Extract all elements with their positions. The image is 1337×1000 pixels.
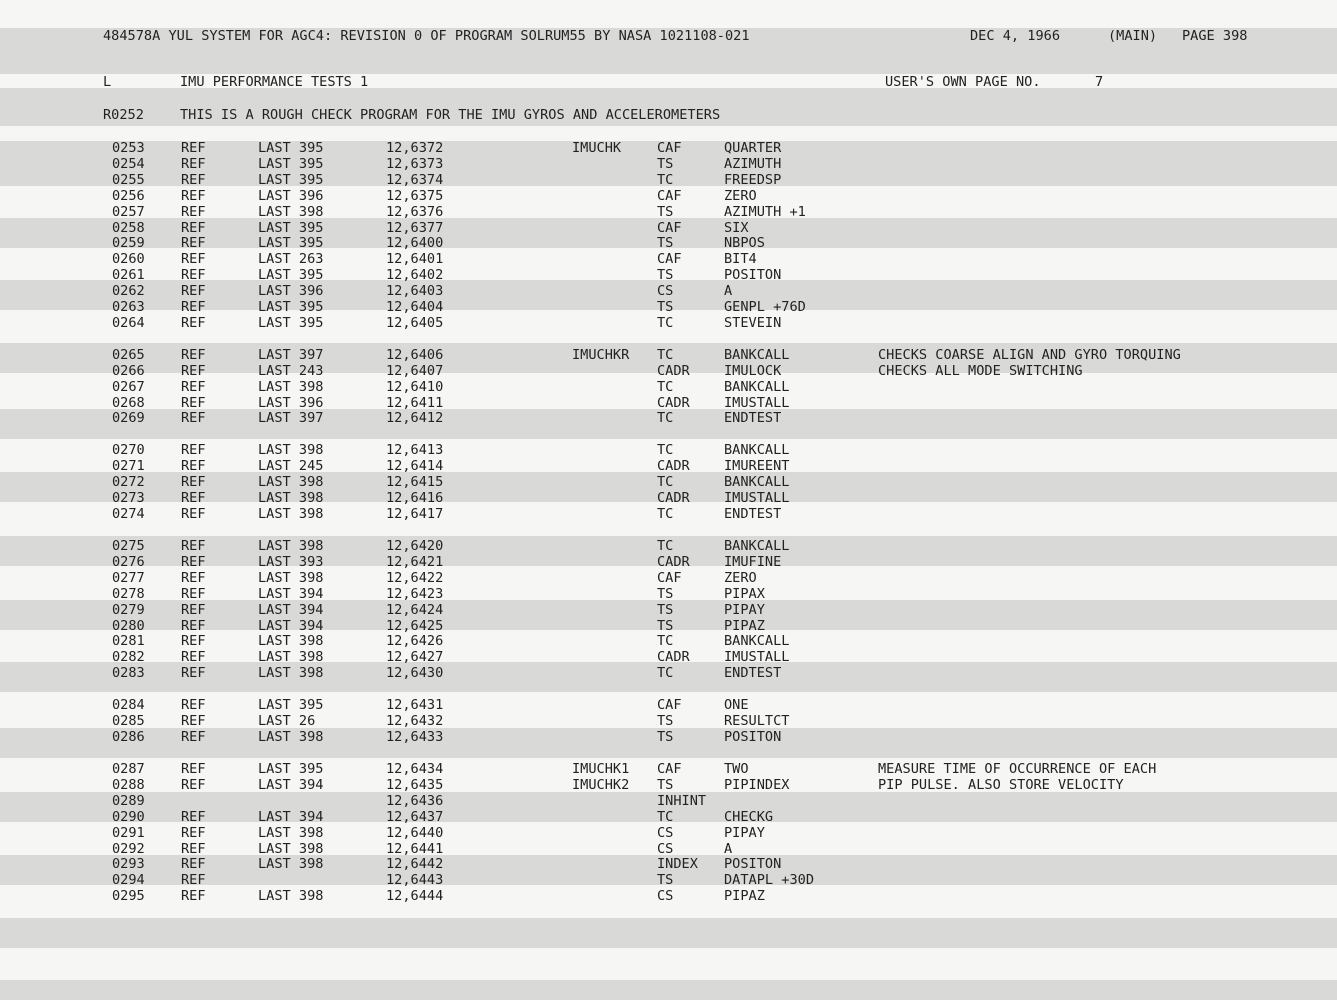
- operand: QUARTER: [724, 140, 782, 156]
- ref-tag: REF: [181, 856, 206, 872]
- last-ref: LAST 26: [258, 713, 316, 729]
- symbol-label: IMUCHK2: [572, 777, 630, 793]
- line-number: 0268: [112, 395, 145, 411]
- ref-tag: REF: [181, 267, 206, 283]
- ref-tag: REF: [181, 299, 206, 315]
- last-ref: LAST 397: [258, 347, 324, 363]
- opcode: CAF: [657, 761, 682, 777]
- operand: BANKCALL: [724, 442, 790, 458]
- last-ref: LAST 398: [258, 442, 324, 458]
- opcode: TC: [657, 379, 674, 395]
- opcode: TC: [657, 442, 674, 458]
- address: 12,6401: [386, 251, 444, 267]
- line-number: 0260: [112, 251, 145, 267]
- last-ref: LAST 398: [258, 506, 324, 522]
- operand: POSITON: [724, 267, 782, 283]
- line-number: 0264: [112, 315, 145, 331]
- last-ref: LAST 398: [258, 841, 324, 857]
- line-number: 0267: [112, 379, 145, 395]
- line-number: 0287: [112, 761, 145, 777]
- last-ref: LAST 394: [258, 602, 324, 618]
- remark: MEASURE TIME OF OCCURRENCE OF EACH: [878, 761, 1157, 777]
- opcode: INHINT: [657, 793, 707, 809]
- opcode: CS: [657, 888, 674, 904]
- opcode: CAF: [657, 570, 682, 586]
- comment-line: [0, 107, 721, 123]
- address: 12,6435: [386, 777, 444, 793]
- last-ref: LAST 398: [258, 729, 324, 745]
- last-ref: LAST 395: [258, 697, 324, 713]
- ref-tag: REF: [181, 442, 206, 458]
- opcode: TS: [657, 156, 674, 172]
- last-ref: LAST 395: [258, 299, 324, 315]
- line-number: 0281: [112, 633, 145, 649]
- address: 12,6411: [386, 395, 444, 411]
- last-ref: LAST 398: [258, 856, 324, 872]
- last-ref: LAST 395: [258, 267, 324, 283]
- last-ref: LAST 263: [258, 251, 324, 267]
- ref-tag: REF: [181, 872, 206, 888]
- opcode: TS: [657, 618, 674, 634]
- opcode: TC: [657, 633, 674, 649]
- operand: BANKCALL: [724, 633, 790, 649]
- opcode: CAF: [657, 251, 682, 267]
- ref-tag: REF: [181, 713, 206, 729]
- address: 12,6433: [386, 729, 444, 745]
- address: 12,6415: [386, 474, 444, 490]
- ref-tag: REF: [181, 140, 206, 156]
- line-number: 0266: [112, 363, 145, 379]
- operand: CHECKG: [724, 809, 774, 825]
- line-number: 0279: [112, 602, 145, 618]
- operand: DATAPL +30D: [724, 872, 815, 888]
- line-number: 0295: [112, 888, 145, 904]
- line-number: 0265: [112, 347, 145, 363]
- last-ref: LAST 394: [258, 618, 324, 634]
- operand: A: [724, 841, 733, 857]
- operand: BANKCALL: [724, 347, 790, 363]
- last-ref: LAST 395: [258, 761, 324, 777]
- opcode: TC: [657, 809, 674, 825]
- opcode: TS: [657, 602, 674, 618]
- operand: PIPAX: [724, 586, 765, 602]
- last-ref: LAST 394: [258, 777, 324, 793]
- opcode: CADR: [657, 490, 690, 506]
- line-number: 0271: [112, 458, 145, 474]
- opcode: TC: [657, 172, 674, 188]
- line-number: 0283: [112, 665, 145, 681]
- address: 12,6375: [386, 188, 444, 204]
- opcode: CS: [657, 825, 674, 841]
- ref-tag: REF: [181, 729, 206, 745]
- ref-tag: REF: [181, 506, 206, 522]
- address: 12,6432: [386, 713, 444, 729]
- last-ref: LAST 398: [258, 538, 324, 554]
- comment-id: R0252: [103, 107, 144, 123]
- operand: IMUSTALL: [724, 649, 790, 665]
- address: 12,6376: [386, 204, 444, 220]
- line-number: 0285: [112, 713, 145, 729]
- operand: AZIMUTH +1: [724, 204, 806, 220]
- address: 12,6416: [386, 490, 444, 506]
- address: 12,6434: [386, 761, 444, 777]
- address: 12,6427: [386, 649, 444, 665]
- line-number: 0262: [112, 283, 145, 299]
- last-ref: LAST 395: [258, 140, 324, 156]
- ref-tag: REF: [181, 204, 206, 220]
- opcode: TC: [657, 538, 674, 554]
- address: 12,6373: [386, 156, 444, 172]
- opcode: CADR: [657, 554, 690, 570]
- paper-band: [0, 980, 1337, 1000]
- last-ref: LAST 394: [258, 586, 324, 602]
- last-ref: LAST 395: [258, 172, 324, 188]
- opcode: CAF: [657, 188, 682, 204]
- header-page: PAGE 398: [1182, 28, 1248, 44]
- last-ref: LAST 398: [258, 888, 324, 904]
- operand: BANKCALL: [724, 474, 790, 490]
- ref-tag: REF: [181, 697, 206, 713]
- line-number: 0280: [112, 618, 145, 634]
- operand: ZERO: [724, 188, 757, 204]
- address: 12,6414: [386, 458, 444, 474]
- last-ref: LAST 395: [258, 156, 324, 172]
- line-number: 0253: [112, 140, 145, 156]
- last-ref: LAST 395: [258, 315, 324, 331]
- address: 12,6441: [386, 841, 444, 857]
- operand: PIPAZ: [724, 888, 765, 904]
- opcode: TS: [657, 204, 674, 220]
- ref-tag: REF: [181, 602, 206, 618]
- opcode: CAF: [657, 697, 682, 713]
- last-ref: LAST 395: [258, 220, 324, 236]
- operand: ENDTEST: [724, 506, 782, 522]
- operand: PIPINDEX: [724, 777, 790, 793]
- address: 12,6410: [386, 379, 444, 395]
- opcode: TC: [657, 474, 674, 490]
- opcode: TS: [657, 235, 674, 251]
- symbol-label: IMUCHK: [572, 140, 622, 156]
- line-number: 0273: [112, 490, 145, 506]
- operand: A: [724, 283, 733, 299]
- line-number: 0278: [112, 586, 145, 602]
- opcode: TS: [657, 586, 674, 602]
- remark: CHECKS COARSE ALIGN AND GYRO TORQUING: [878, 347, 1181, 363]
- header-section: (MAIN): [1108, 28, 1158, 44]
- operand: ENDTEST: [724, 665, 782, 681]
- log-section-l: L: [103, 74, 112, 90]
- operand: BIT4: [724, 251, 757, 267]
- operand: IMULOCK: [724, 363, 782, 379]
- opcode: CS: [657, 283, 674, 299]
- address: 12,6436: [386, 793, 444, 809]
- last-ref: LAST 396: [258, 395, 324, 411]
- operand: PIPAZ: [724, 618, 765, 634]
- last-ref: LAST 245: [258, 458, 324, 474]
- address: 12,6423: [386, 586, 444, 602]
- ref-tag: REF: [181, 841, 206, 857]
- last-ref: LAST 398: [258, 633, 324, 649]
- line-number: 0292: [112, 841, 145, 857]
- operand: NBPOS: [724, 235, 765, 251]
- ref-tag: REF: [181, 172, 206, 188]
- opcode: TS: [657, 872, 674, 888]
- last-ref: LAST 397: [258, 410, 324, 426]
- ref-tag: REF: [181, 363, 206, 379]
- address: 12,6444: [386, 888, 444, 904]
- line-number: 0258: [112, 220, 145, 236]
- opcode: TS: [657, 713, 674, 729]
- line-number: 0255: [112, 172, 145, 188]
- operand: FREEDSP: [724, 172, 782, 188]
- operand: POSITON: [724, 729, 782, 745]
- operand: BANKCALL: [724, 538, 790, 554]
- line-number: 0254: [112, 156, 145, 172]
- operand: PIPAY: [724, 602, 765, 618]
- last-ref: LAST 398: [258, 474, 324, 490]
- address: 12,6431: [386, 697, 444, 713]
- address: 12,6430: [386, 665, 444, 681]
- remark: CHECKS ALL MODE SWITCHING: [878, 363, 1083, 379]
- last-ref: LAST 393: [258, 554, 324, 570]
- ref-tag: REF: [181, 888, 206, 904]
- opcode: TS: [657, 299, 674, 315]
- header-title: 484578A YUL SYSTEM FOR AGC4: REVISION 0 OF PROGRAM SOLRUM55 BY NASA 1021108-021: [103, 28, 750, 44]
- address: 12,6426: [386, 633, 444, 649]
- operand: BANKCALL: [724, 379, 790, 395]
- address: 12,6425: [386, 618, 444, 634]
- line-number: 0293: [112, 856, 145, 872]
- last-ref: LAST 396: [258, 188, 324, 204]
- ref-tag: REF: [181, 538, 206, 554]
- operand: PIPAY: [724, 825, 765, 841]
- ref-tag: REF: [181, 474, 206, 490]
- address: 12,6440: [386, 825, 444, 841]
- ref-tag: REF: [181, 315, 206, 331]
- address: 12,6374: [386, 172, 444, 188]
- opcode: INDEX: [657, 856, 698, 872]
- operand: RESULTCT: [724, 713, 790, 729]
- last-ref: LAST 398: [258, 490, 324, 506]
- operand: TWO: [724, 761, 749, 777]
- ref-tag: REF: [181, 649, 206, 665]
- opcode: CADR: [657, 458, 690, 474]
- address: 12,6424: [386, 602, 444, 618]
- line-number: 0261: [112, 267, 145, 283]
- address: 12,6422: [386, 570, 444, 586]
- line-number: 0289: [112, 793, 145, 809]
- ref-tag: REF: [181, 283, 206, 299]
- ref-tag: REF: [181, 618, 206, 634]
- operand: SIX: [724, 220, 749, 236]
- operand: IMUREENT: [724, 458, 790, 474]
- line-number: 0277: [112, 570, 145, 586]
- last-ref: LAST 398: [258, 379, 324, 395]
- opcode: CADR: [657, 363, 690, 379]
- page-subheader: [0, 74, 1104, 90]
- line-number: 0275: [112, 538, 145, 554]
- line-number: 0272: [112, 474, 145, 490]
- ref-tag: REF: [181, 554, 206, 570]
- remark: PIP PULSE. ALSO STORE VELOCITY: [878, 777, 1124, 793]
- line-number: 0282: [112, 649, 145, 665]
- operand: POSITON: [724, 856, 782, 872]
- address: 12,6407: [386, 363, 444, 379]
- opcode: TS: [657, 729, 674, 745]
- opcode: CS: [657, 841, 674, 857]
- address: 12,6377: [386, 220, 444, 236]
- line-number: 0288: [112, 777, 145, 793]
- line-number: 0257: [112, 204, 145, 220]
- ref-tag: REF: [181, 761, 206, 777]
- last-ref: LAST 398: [258, 570, 324, 586]
- ref-tag: REF: [181, 809, 206, 825]
- operand: IMUSTALL: [724, 490, 790, 506]
- line-number: 0284: [112, 697, 145, 713]
- opcode: CAF: [657, 220, 682, 236]
- users-page-label: USER'S OWN PAGE NO.: [885, 74, 1041, 90]
- address: 12,6402: [386, 267, 444, 283]
- line-number: 0290: [112, 809, 145, 825]
- opcode: TC: [657, 347, 674, 363]
- header-date: DEC 4, 1966: [970, 28, 1061, 44]
- opcode: TS: [657, 267, 674, 283]
- operand: ZERO: [724, 570, 757, 586]
- address: 12,6421: [386, 554, 444, 570]
- ref-tag: REF: [181, 410, 206, 426]
- page-header: [0, 28, 1248, 44]
- address: 12,6443: [386, 872, 444, 888]
- address: 12,6413: [386, 442, 444, 458]
- ref-tag: REF: [181, 633, 206, 649]
- last-ref: LAST 395: [258, 235, 324, 251]
- ref-tag: REF: [181, 570, 206, 586]
- line-number: 0263: [112, 299, 145, 315]
- ref-tag: REF: [181, 825, 206, 841]
- comment-text: THIS IS A ROUGH CHECK PROGRAM FOR THE IMU GYROS AND ACCELEROMETERS: [180, 107, 721, 123]
- ref-tag: REF: [181, 251, 206, 267]
- address: 12,6404: [386, 299, 444, 315]
- operand: IMUSTALL: [724, 395, 790, 411]
- address: 12,6442: [386, 856, 444, 872]
- ref-tag: REF: [181, 188, 206, 204]
- line-number: 0294: [112, 872, 145, 888]
- line-number: 0276: [112, 554, 145, 570]
- paper-band: [0, 918, 1337, 948]
- opcode: CADR: [657, 649, 690, 665]
- opcode: TC: [657, 506, 674, 522]
- address: 12,6412: [386, 410, 444, 426]
- operand: STEVEIN: [724, 315, 782, 331]
- last-ref: LAST 394: [258, 809, 324, 825]
- ref-tag: REF: [181, 220, 206, 236]
- address: 12,6420: [386, 538, 444, 554]
- address: 12,6403: [386, 283, 444, 299]
- address: 12,6406: [386, 347, 444, 363]
- address: 12,6417: [386, 506, 444, 522]
- ref-tag: REF: [181, 395, 206, 411]
- operand: IMUFINE: [724, 554, 782, 570]
- ref-tag: REF: [181, 586, 206, 602]
- symbol-label: IMUCHK1: [572, 761, 630, 777]
- line-number: 0270: [112, 442, 145, 458]
- ref-tag: REF: [181, 490, 206, 506]
- users-page-number: 7: [1095, 74, 1104, 90]
- ref-tag: REF: [181, 458, 206, 474]
- ref-tag: REF: [181, 665, 206, 681]
- opcode: CAF: [657, 140, 682, 156]
- opcode: CADR: [657, 395, 690, 411]
- ref-tag: REF: [181, 156, 206, 172]
- last-ref: LAST 398: [258, 204, 324, 220]
- last-ref: LAST 396: [258, 283, 324, 299]
- line-number: 0269: [112, 410, 145, 426]
- log-section-title: IMU PERFORMANCE TESTS 1: [180, 74, 369, 90]
- ref-tag: REF: [181, 379, 206, 395]
- opcode: TC: [657, 410, 674, 426]
- last-ref: LAST 398: [258, 665, 324, 681]
- ref-tag: REF: [181, 777, 206, 793]
- line-number: 0291: [112, 825, 145, 841]
- operand: ENDTEST: [724, 410, 782, 426]
- opcode: TS: [657, 777, 674, 793]
- last-ref: LAST 243: [258, 363, 324, 379]
- opcode: TC: [657, 665, 674, 681]
- line-number: 0274: [112, 506, 145, 522]
- address: 12,6405: [386, 315, 444, 331]
- opcode: TC: [657, 315, 674, 331]
- line-number: 0256: [112, 188, 145, 204]
- symbol-label: IMUCHKR: [572, 347, 630, 363]
- line-number: 0259: [112, 235, 145, 251]
- line-number: 0286: [112, 729, 145, 745]
- address: 12,6437: [386, 809, 444, 825]
- operand: AZIMUTH: [724, 156, 782, 172]
- operand: GENPL +76D: [724, 299, 806, 315]
- ref-tag: REF: [181, 235, 206, 251]
- operand: ONE: [724, 697, 749, 713]
- address: 12,6372: [386, 140, 444, 156]
- ref-tag: REF: [181, 347, 206, 363]
- last-ref: LAST 398: [258, 825, 324, 841]
- last-ref: LAST 398: [258, 649, 324, 665]
- address: 12,6400: [386, 235, 444, 251]
